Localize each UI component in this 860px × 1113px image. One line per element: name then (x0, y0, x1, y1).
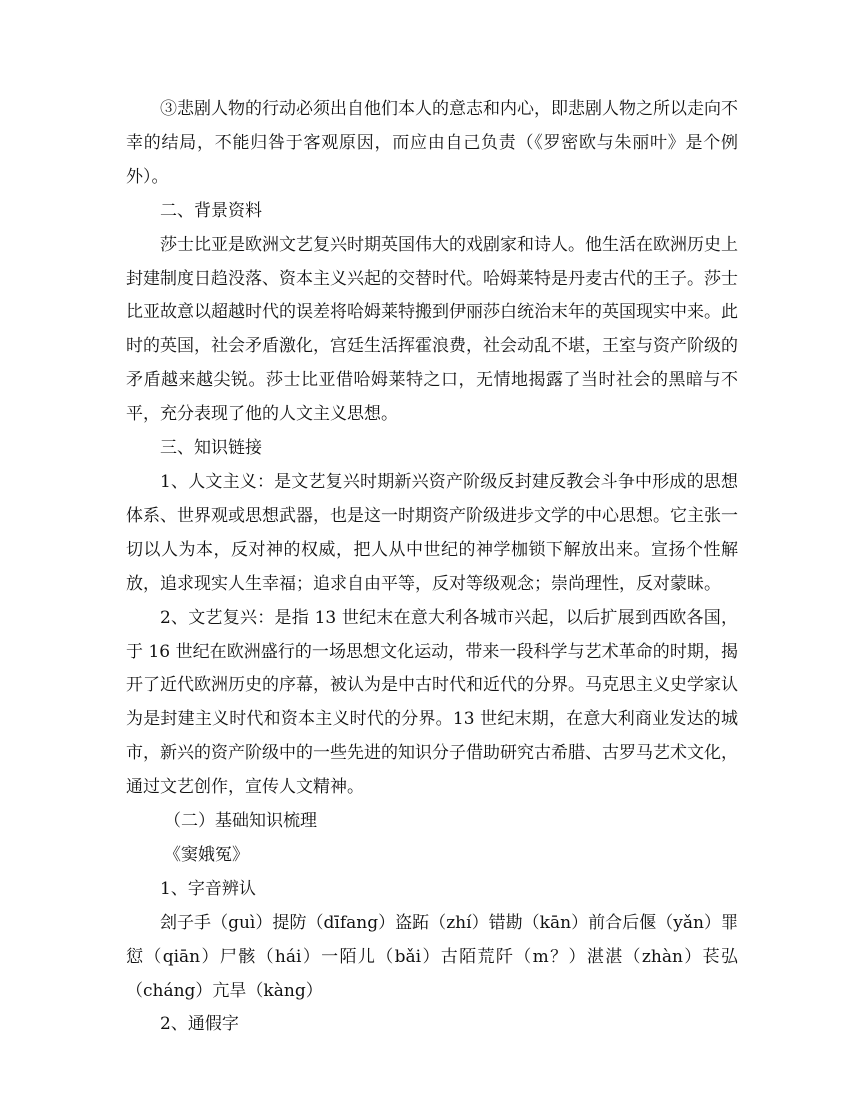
document-body (126, 93, 738, 1042)
humanism-paragraph: 1、人文主义：是文艺复兴时期新兴资产阶级反封建反教会斗争中形成的思想体系、世界观或思想武器，也是这一时期资产阶级进步文学的中心思想。它主张一切以人为本，反对神的权威，把人从中世纪的神学枷锁下解放出来。宣扬个性解放，追求现实人生幸福；追求自由平等，反对等级观念；崇尚理性，反对蒙昧。 (126, 471, 738, 594)
work-title-dou-e: 《窦娥冤》 (164, 844, 249, 865)
section-heading-knowledge-link: 三、知识链接 (160, 438, 262, 459)
section-heading-background: 二、背景资料 (160, 200, 262, 221)
section-heading-basic-knowledge: （二）基础知识梳理 (164, 811, 317, 832)
tragedy-point-3: ③悲剧人物的行动必须出自他们本人的意志和内心，即悲剧人物之所以走向不幸的结局，不能归咎于客观原因，而应由自己负责（《罗密欧与朱丽叶》是个例外）。 (126, 99, 738, 187)
renaissance-paragraph: 2、文艺复兴：是指 13 世纪末在意大利各城市兴起，以后扩展到西欧各国，于 16 世纪在欧洲盛行的一场思想文化运动，带来一段科学与艺术革命的时期，揭开了近代欧洲历史的序幕，被认为是中古时代和近代的分界。马克思主义史学家认为是封建主义时代和资本主义时代的分界。13 世纪末期，在意大利商业发达的城市，新兴的资产阶级中的一些先进的知识分子借助研究古希腊、古罗马艺术文化，通过文艺创作，宣传人文精神。 (126, 607, 738, 798)
subheading-variant-characters: 2、通假字 (160, 1014, 239, 1035)
pronunciation-list: 刽子手（guì）提防（dīfang）盗跖（zhí）错勘（kān）前合后偃（yǎn）罪愆（qiān）尸骸（hái）一陌儿（bǎi）古陌荒阡（m？）湛湛（zhàn）苌弘（cháng）亢旱（kàng） (126, 912, 738, 1001)
subheading-pronunciation: 1、字音辨认 (160, 878, 256, 899)
background-paragraph: 莎士比亚是欧洲文艺复兴时期英国伟大的戏剧家和诗人。他生活在欧洲历史上封建制度日趋没落、资本主义兴起的交替时代。哈姆莱特是丹麦古代的王子。莎士比亚故意以超越时代的误差将哈姆莱特搬到伊丽莎白统治末年的英国现实中来。此时的英国，社会矛盾激化，宫廷生活挥霍浪费，社会动乱不堪，王室与资产阶级的矛盾越来越尖锐。莎士比亚借哈姆莱特之口，无情地揭露了当时社会的黑暗与不平，充分表现了他的人文主义思想。 (126, 234, 738, 425)
